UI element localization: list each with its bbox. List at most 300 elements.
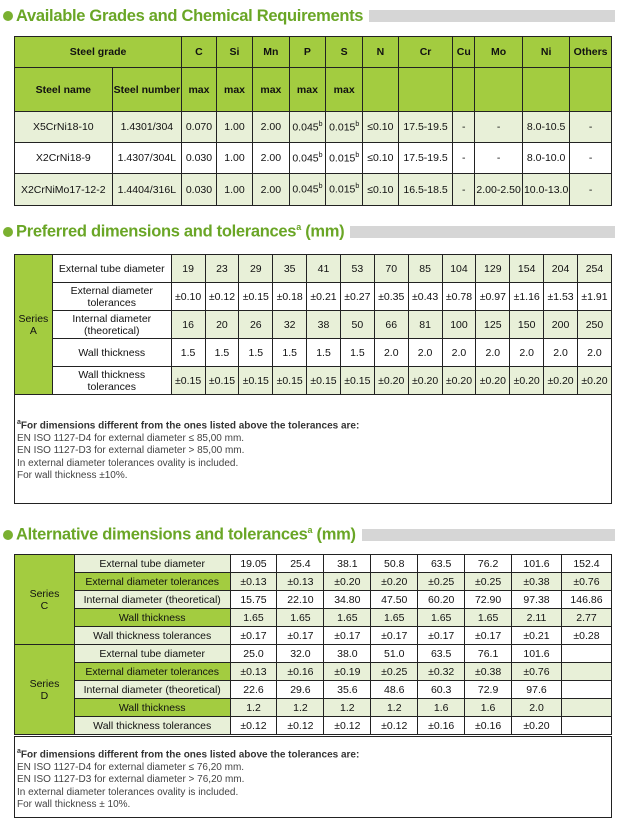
cell-si: 1.00 [216,112,252,143]
table-row [15,311,612,339]
cell-value: 0.045 [292,152,319,165]
cell-c: 0.070 [182,112,217,143]
cell-value: 85 [408,255,442,283]
cell-number: 1.4307/304L [112,143,182,174]
cell-value: 2.11 [512,609,562,627]
cell-value: 250 [577,311,611,339]
cell-value: 1.2 [371,699,418,717]
bullet-icon [3,530,13,540]
cell-number: 1.4301/304 [112,112,182,143]
cell-n: ≤0.10 [363,112,399,143]
cell-value: ±0.27 [340,283,374,311]
cell-value: 150 [510,311,544,339]
cell-value: ±0.13 [277,573,324,591]
cell-value: 254 [577,255,611,283]
cell-value: 2.0 [577,339,611,367]
cell-value: 101.6 [512,645,562,663]
cell-value: 38 [307,311,341,339]
cell-p [289,112,326,143]
cell-cr: 17.5-19.5 [398,143,453,174]
footnote-mark: a [307,525,313,536]
series-label-part: A [29,324,37,337]
cell-value: 97.38 [512,591,562,609]
cell-value: 0.045 [292,121,319,134]
table-row [15,699,612,717]
cell-value [561,645,611,663]
cell-value: 60.20 [418,591,465,609]
element-header: C [182,37,217,68]
max-label: max [326,68,363,112]
cell-value: ±0.28 [561,627,611,645]
grades-table [14,36,612,206]
cell-value: ±0.15 [307,367,341,395]
cell-value: 51.0 [371,645,418,663]
cell-value: 2.0 [476,339,510,367]
cell-value: ±0.20 [544,367,578,395]
cell-value: ±0.12 [205,283,239,311]
max-label: max [182,68,217,112]
cell-value: 1.5 [239,339,273,367]
cell-value: 1.2 [324,699,371,717]
cell-si: 1.00 [216,143,252,174]
cell-value: 1.65 [277,609,324,627]
section-title-text: Preferred dimensions and tolerances [16,222,297,241]
cell-value: ±0.13 [230,663,277,681]
cell-value: 1.5 [273,339,307,367]
cell-value: 48.6 [371,681,418,699]
note-line: EN ISO 1127-D4 for external diameter ≤ 76,20 mm. [17,761,245,773]
series-label-part: C [40,599,49,612]
cell-value: 34.80 [324,591,371,609]
max-label: max [289,68,326,112]
cell-value: 25.4 [277,555,324,573]
cell-value: 152.4 [561,555,611,573]
cell-value: ±0.20 [408,367,442,395]
header-bar [362,529,615,541]
footnote-mark: a [17,419,21,426]
steel-name-header: Steel name [15,68,113,112]
cell-value: 47.50 [371,591,418,609]
cell-value: ±1.53 [544,283,578,311]
cell-value: ±0.25 [418,573,465,591]
empty-cell [570,68,612,112]
table-row [15,143,612,174]
cell-value: 63.5 [418,555,465,573]
cell-value: 1.5 [205,339,239,367]
cell-value: 50.8 [371,555,418,573]
grades-section-header [3,6,615,26]
note-line: EN ISO 1127-D4 for external diameter ≤ 85,00 mm. [17,432,245,444]
cell-name: X2CrNi18-9 [15,143,113,174]
cell-value: ±0.21 [512,627,562,645]
row-label: Wall thickness tolerances [74,717,230,735]
cell-value [561,717,611,735]
row-label: Internal diameter (theoretical) [74,681,230,699]
cell-value: 16 [171,311,205,339]
note-line: In external diameter tolerances ovality is included. [17,457,239,469]
cell-value: ±0.18 [273,283,307,311]
cell-value: 63.5 [418,645,465,663]
cell-value: 1.65 [418,609,465,627]
cell-value: ±0.20 [324,573,371,591]
cell-value: 2.0 [408,339,442,367]
cell-value: ±0.38 [465,663,512,681]
cell-value: ±0.97 [476,283,510,311]
cell-cr: 17.5-19.5 [398,112,453,143]
footnote-mark: b [355,183,360,191]
cell-value: 25.0 [230,645,277,663]
row-label: Internal diameter (theoretical) [74,591,230,609]
cell-value: 76.1 [465,645,512,663]
cell-value: 0.015 [329,121,356,134]
cell-value: 15.75 [230,591,277,609]
cell-c: 0.030 [182,143,217,174]
cell-value: 2.77 [561,609,611,627]
footnote-mark: b [355,151,360,159]
preferred-table [14,254,612,395]
cell-value: ±0.17 [277,627,324,645]
row-label: External tube diameter [52,255,171,283]
cell-value: ±0.17 [418,627,465,645]
cell-p [289,143,326,174]
note-line: In external diameter tolerances ovality is included. [17,786,239,798]
row-label: External diameter tolerances [74,663,230,681]
cell-value: ±0.78 [442,283,476,311]
cell-value: ±0.25 [465,573,512,591]
cell-value [561,699,611,717]
cell-s [326,143,363,174]
footnote-mark: a [17,748,21,755]
cell-value: 146.86 [561,591,611,609]
cell-value: 2.0 [442,339,476,367]
cell-value: 20 [205,311,239,339]
unit-label: (mm) [312,525,356,544]
row-label: Internal diameter (theoretical) [52,311,171,339]
cell-value: ±0.15 [340,367,374,395]
cell-p [289,174,326,206]
cell-value: 1.5 [340,339,374,367]
table-row [15,573,612,591]
steel-number-header: Steel number [112,68,182,112]
section-title [16,222,344,242]
cell-value: 101.6 [512,555,562,573]
section-title-text: Alternative dimensions and tolerances [16,525,308,544]
element-header: N [363,37,399,68]
row-label: External tube diameter [74,555,230,573]
series-label-part: Series [29,677,60,690]
row-label: Wall thickness tolerances [52,367,171,395]
note-line: EN ISO 1127-D3 for external diameter > 76,20 mm. [17,774,245,786]
row-label: External tube diameter [74,645,230,663]
series-label [15,555,75,645]
cell-value: ±0.19 [324,663,371,681]
cell-value: ±1.16 [510,283,544,311]
cell-value: 53 [340,255,374,283]
cell-value: 35 [273,255,307,283]
alternative-tolerance-note [14,736,612,818]
cell-value: ±0.15 [171,367,205,395]
header-bar [369,10,615,22]
footnote-mark: b [318,183,323,191]
cell-si: 1.00 [216,174,252,206]
preferred-tolerance-note [14,394,612,504]
note-line: For wall thickness ± 10%. [17,799,131,811]
bullet-icon [3,11,13,21]
cell-value: 1.5 [307,339,341,367]
cell-value: ±0.12 [324,717,371,735]
cell-value: ±0.12 [277,717,324,735]
element-header: Mn [253,37,289,68]
cell-ni: 10.0-13.0 [523,174,570,206]
series-label-part: D [40,689,49,702]
cell-value: 1.5 [171,339,205,367]
cell-value: ±0.15 [239,367,273,395]
row-label: Wall thickness [74,699,230,717]
cell-s [326,174,363,206]
cell-value: 32 [273,311,307,339]
row-label: Wall thickness [52,339,171,367]
table-row [15,645,612,663]
row-label: Wall thickness tolerances [74,627,230,645]
cell-mo: - [475,143,523,174]
section-title [16,525,356,545]
empty-cell [523,68,570,112]
cell-value: 200 [544,311,578,339]
table-row [15,112,612,143]
cell-value: ±0.20 [476,367,510,395]
cell-value: 0.015 [329,152,356,165]
cell-value: ±0.20 [577,367,611,395]
cell-value: ±0.17 [230,627,277,645]
cell-c: 0.030 [182,174,217,206]
section-title: Available Grades and Chemical Requirements [16,6,364,25]
cell-number: 1.4404/316L [112,174,182,206]
cell-value: ±0.12 [230,717,277,735]
note-heading-text: For dimensions different from the ones listed above the tolerances are: [20,420,360,432]
cell-value: 1.65 [371,609,418,627]
note-line: For wall thickness ±10%. [17,470,128,482]
note-line: EN ISO 1127-D3 for external diameter > 85,00 mm. [17,445,245,457]
element-header: Si [216,37,252,68]
cell-value: 104 [442,255,476,283]
preferred-section-header [3,222,615,242]
cell-value: ±0.17 [371,627,418,645]
unit-label: (mm) [300,222,345,241]
cell-name: X5CrNi18-10 [15,112,113,143]
table-row [15,663,612,681]
cell-value: ±0.25 [371,663,418,681]
cell-value: ±0.76 [561,573,611,591]
element-header: Cr [398,37,453,68]
cell-mo: 2.00-2.50 [475,174,523,206]
cell-value: ±0.76 [512,663,562,681]
cell-cr: 16.5-18.5 [398,174,453,206]
cell-value: ±0.21 [307,283,341,311]
cell-value: 22.10 [277,591,324,609]
series-label-part: Series [29,587,60,600]
cell-others: - [570,174,612,206]
note-heading-text: For dimensions different from the ones listed above the tolerances are: [20,749,360,761]
cell-value: 2.0 [510,339,544,367]
cell-others: - [570,143,612,174]
cell-value: ±0.20 [510,367,544,395]
table-row [15,339,612,367]
cell-value: 41 [307,255,341,283]
cell-value: 129 [476,255,510,283]
table-row [15,609,612,627]
cell-value: ±0.20 [374,367,408,395]
series-label-part: Series [18,312,49,325]
table-row [15,255,612,283]
cell-value: ±1.91 [577,283,611,311]
cell-value: 81 [408,311,442,339]
cell-value: 72.90 [465,591,512,609]
cell-value: 35.6 [324,681,371,699]
cell-value: ±0.17 [465,627,512,645]
row-label: External diameter tolerances [74,573,230,591]
cell-value: 60.3 [418,681,465,699]
cell-value: 1.6 [418,699,465,717]
cell-value: 38.1 [324,555,371,573]
cell-name: X2CrNiMo17-12-2 [15,174,113,206]
cell-cu: - [453,174,475,206]
cell-value: 2.0 [374,339,408,367]
table-row [15,367,612,395]
cell-value: 26 [239,311,273,339]
cell-s [326,112,363,143]
cell-value: 50 [340,311,374,339]
cell-value: 1.65 [465,609,512,627]
cell-value: ±0.35 [374,283,408,311]
row-label: Wall thickness [74,609,230,627]
table-row [15,717,612,735]
element-header: P [289,37,326,68]
cell-value: ±0.10 [171,283,205,311]
cell-n: ≤0.10 [363,174,399,206]
cell-n: ≤0.10 [363,143,399,174]
series-label [15,645,75,735]
cell-value: 1.2 [230,699,277,717]
cell-cu: - [453,143,475,174]
cell-value: ±0.15 [239,283,273,311]
cell-ni: 8.0-10.5 [523,112,570,143]
table-row [15,283,612,311]
cell-value: 29.6 [277,681,324,699]
series-label [15,255,53,395]
alternative-section-header [3,525,615,545]
cell-mn: 2.00 [253,143,289,174]
empty-cell [453,68,475,112]
cell-value: 1.65 [230,609,277,627]
alternative-table [14,554,612,735]
cell-value: 19.05 [230,555,277,573]
cell-value: 76.2 [465,555,512,573]
element-header: Mo [475,37,523,68]
note-heading [17,746,609,762]
table-row [15,174,612,206]
cell-value: ±0.15 [273,367,307,395]
cell-value: ±0.16 [465,717,512,735]
element-header: Ni [523,37,570,68]
cell-mo: - [475,112,523,143]
cell-value: 22.6 [230,681,277,699]
cell-cu: - [453,112,475,143]
cell-mn: 2.00 [253,112,289,143]
cell-value: 0.015 [329,183,356,196]
bullet-icon [3,227,13,237]
cell-value: 100 [442,311,476,339]
cell-value: 1.2 [277,699,324,717]
footnote-mark: b [318,151,323,159]
header-bar [350,226,615,238]
steel-grade-header: Steel grade [15,37,182,68]
cell-value: ±0.16 [418,717,465,735]
cell-value: 66 [374,311,408,339]
cell-value: 23 [205,255,239,283]
cell-value: 1.6 [465,699,512,717]
cell-value: 97.6 [512,681,562,699]
cell-value: 2.0 [544,339,578,367]
row-label: External diameter tolerances [52,283,171,311]
cell-value: 154 [510,255,544,283]
element-header: Others [570,37,612,68]
cell-value: 32.0 [277,645,324,663]
cell-value: ±0.43 [408,283,442,311]
cell-value: 72.9 [465,681,512,699]
cell-value: ±0.20 [371,573,418,591]
cell-value: 204 [544,255,578,283]
cell-value: 125 [476,311,510,339]
cell-value: 2.0 [512,699,562,717]
max-label: max [216,68,252,112]
cell-value: ±0.15 [205,367,239,395]
cell-value: ±0.38 [512,573,562,591]
footnote-mark: a [296,222,301,233]
cell-value: 29 [239,255,273,283]
note-heading [17,417,609,433]
cell-value: 19 [171,255,205,283]
cell-value: ±0.20 [512,717,562,735]
footnote-mark: b [355,120,360,128]
table-row [15,627,612,645]
cell-value [561,663,611,681]
footnote-mark: b [318,120,323,128]
cell-value: 38.0 [324,645,371,663]
element-header: S [326,37,363,68]
cell-value: ±0.32 [418,663,465,681]
cell-value: 70 [374,255,408,283]
cell-value [561,681,611,699]
cell-ni: 8.0-10.0 [523,143,570,174]
table-row [15,591,612,609]
max-label: max [253,68,289,112]
cell-value: ±0.13 [230,573,277,591]
empty-cell [363,68,399,112]
table-row [15,681,612,699]
cell-value: 0.045 [292,183,319,196]
cell-value: ±0.20 [442,367,476,395]
cell-value: 1.65 [324,609,371,627]
cell-mn: 2.00 [253,174,289,206]
cell-value: ±0.16 [277,663,324,681]
empty-cell [398,68,453,112]
cell-others: - [570,112,612,143]
cell-value: ±0.17 [324,627,371,645]
element-header: Cu [453,37,475,68]
empty-cell [475,68,523,112]
cell-value: ±0.12 [371,717,418,735]
table-row [15,555,612,573]
